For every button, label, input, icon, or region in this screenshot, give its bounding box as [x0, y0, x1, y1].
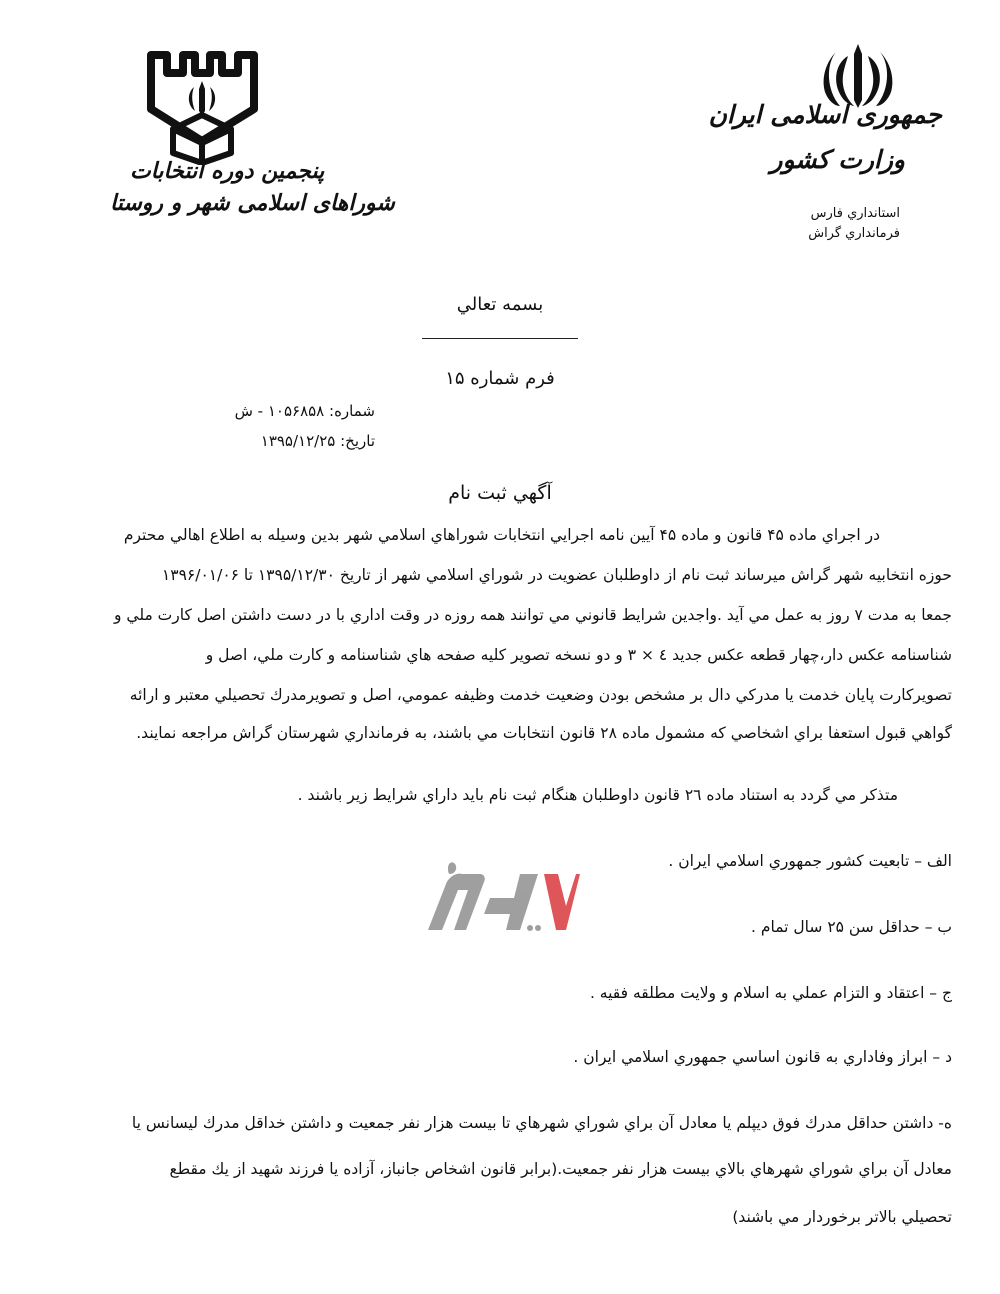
reminder-line: متذكر مي گردد به استناد ماده ۲٦ قانون داوطلبان هنگام ثبت نام بايد داراي شرايط زير باشند .	[297, 786, 898, 804]
reference-number: شماره: ۱۰۵۶۸۵۸ - ش	[234, 402, 375, 420]
paragraph-line: در اجراي ماده ۴۵ قانون و ماده ۴۵ آيين نامه اجرايي انتخابات شوراهاي اسلامي شهر بدين وسيله به اطلاع اهالي محترم	[123, 526, 880, 544]
condition-item: الف – تابعيت كشور جمهوري اسلامي ايران .	[668, 852, 952, 870]
paragraph-line: گواهي قبول استعفا براي اشخاصي كه مشمول ماده ۲۸ قانون انتخابات مي باشند، به فرمانداري شهرستان گراش مراجعه نمايند.	[136, 724, 952, 742]
ministry-country-name: جمهوری اسلامی ایران	[708, 100, 942, 129]
watermark-logo-icon	[420, 858, 580, 938]
paragraph-line: شناسنامه عكس دار،چهار قطعه عكس جديد ٤ × ۳ و دو نسخه تصوير كليه صفحه هاي شناسنامه و كارت ملي، اصل و	[205, 646, 952, 664]
form-number: فرم شماره ۱۵	[445, 368, 555, 389]
paragraph-line: جمعا به مدت ۷ روز به عمل مي آيد .واجدين شرايط قانوني مي توانند همه روزه در وقت اداري با در دست داشتن اصل كارت ملي و	[113, 606, 952, 624]
condition-h-line: معادل آن براي شوراي شهرهاي بالاي بيست هزار نفر جمعيت.(برابر قانون اشخاص جانباز، آزاده يا فرزند شهيد از يك مقطع	[169, 1160, 952, 1178]
governorate-label: استانداري فارس	[810, 206, 900, 221]
reference-date: تاریخ: ۱۳۹۵/۱۲/۲۵	[260, 432, 375, 450]
election-title-line2: شوراهای اسلامی شهر و روستا	[110, 190, 395, 216]
paragraph-line: تصويركارت پايان خدمت يا مدركي دال بر مشخص بودن وضعيت خدمت وظيفه عمومي، اصل و تصويرمدرك تحصيلي معتبر و ارائه	[129, 686, 952, 704]
condition-h-line: ه- داشتن حداقل مدرك فوق ديپلم يا معادل آن براي شوراي شهرهاي تا بيست هزار نفر جمعيت و داشتن خداقل مدرك ليسانس يا	[131, 1114, 952, 1132]
bismillah-heading: بسمه تعالي	[456, 294, 544, 315]
election-logo-icon	[145, 45, 260, 165]
condition-item: ب – حداقل سن ۲۵ سال تمام .	[751, 918, 952, 936]
election-title-line1: پنجمین دوره انتخابات	[130, 158, 325, 184]
ministry-name: وزارت کشور	[770, 145, 905, 174]
governorship-label: فرمانداري گراش	[808, 226, 900, 241]
title-divider	[422, 338, 578, 339]
condition-item: د – ابراز وفاداري به قانون اساسي جمهوري اسلامي ايران .	[573, 1048, 952, 1066]
condition-h-line: تحصيلي بالاتر برخوردار مي باشند)	[732, 1208, 952, 1226]
condition-item: ج – اعتقاد و التزام عملي به اسلام و ولايت مطلقه فقيه .	[589, 984, 952, 1002]
paragraph-line: حوزه انتخابيه شهر گراش ميرساند ثبت نام از داوطلبان عضويت در شوراي اسلامي شهر از تاريخ ۱۳۹۵/۱۲/۳۰ تا ۱۳۹۶/۰۱/۰۶	[161, 566, 952, 584]
notice-title: آگهي ثبت نام	[448, 482, 552, 504]
